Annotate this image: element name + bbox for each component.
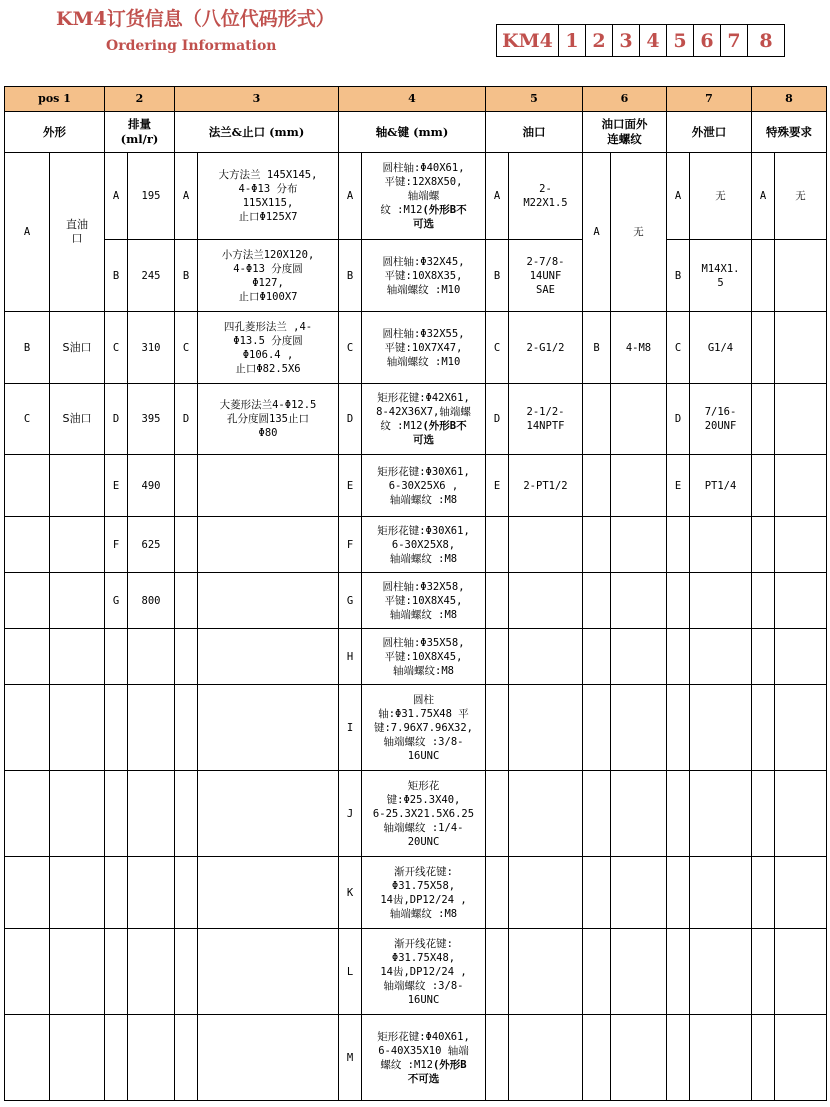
header-shape: 外形 bbox=[5, 112, 105, 153]
empty-cell bbox=[509, 685, 583, 771]
port-code: B bbox=[486, 240, 509, 312]
empty-cell bbox=[509, 517, 583, 573]
empty-cell bbox=[752, 312, 775, 384]
table-row bbox=[5, 771, 827, 857]
shape-code: A bbox=[5, 153, 50, 312]
empty-cell bbox=[486, 629, 509, 685]
empty-cell bbox=[611, 384, 667, 455]
displacement-code: A bbox=[105, 153, 128, 240]
empty-cell bbox=[752, 517, 775, 573]
shape-code: C bbox=[5, 384, 50, 455]
table-row bbox=[5, 685, 827, 771]
code-pos-6: 6 bbox=[693, 25, 720, 56]
shaft-code: C bbox=[339, 312, 362, 384]
flange-text: 大菱形法兰4-Φ12.5 孔分度圆135止口 Φ80 bbox=[198, 384, 339, 455]
empty-cell bbox=[667, 929, 690, 1015]
empty-cell bbox=[50, 685, 105, 771]
empty-cell bbox=[611, 929, 667, 1015]
shaft-note: (外形B不 可选 bbox=[413, 204, 467, 230]
empty-cell bbox=[198, 629, 339, 685]
empty-cell bbox=[486, 1015, 509, 1101]
displacement-code: C bbox=[105, 312, 128, 384]
empty-cell bbox=[105, 685, 128, 771]
table-row bbox=[5, 312, 827, 384]
flange-code: C bbox=[175, 312, 198, 384]
displacement-value: 800 bbox=[128, 573, 175, 629]
table-row bbox=[5, 384, 827, 455]
empty-cell bbox=[486, 771, 509, 857]
empty-cell bbox=[198, 517, 339, 573]
empty-cell bbox=[5, 771, 50, 857]
empty-cell bbox=[175, 685, 198, 771]
empty-cell bbox=[50, 857, 105, 929]
empty-cell bbox=[198, 1015, 339, 1101]
table-row bbox=[5, 455, 827, 517]
drain-code: E bbox=[667, 455, 690, 517]
empty-cell bbox=[198, 685, 339, 771]
empty-cell bbox=[486, 685, 509, 771]
empty-cell bbox=[611, 455, 667, 517]
code-pos-8: 8 bbox=[747, 25, 784, 56]
empty-cell bbox=[775, 857, 827, 929]
empty-cell bbox=[775, 573, 827, 629]
empty-cell bbox=[667, 573, 690, 629]
empty-cell bbox=[5, 857, 50, 929]
flange-code: B bbox=[175, 240, 198, 312]
empty-cell bbox=[50, 455, 105, 517]
code-pos-3: 3 bbox=[612, 25, 639, 56]
displacement-value: 395 bbox=[128, 384, 175, 455]
empty-cell bbox=[611, 573, 667, 629]
empty-cell bbox=[509, 629, 583, 685]
empty-cell bbox=[690, 771, 752, 857]
displacement-value: 490 bbox=[128, 455, 175, 517]
empty-cell bbox=[775, 771, 827, 857]
port-text: 2-7/8- 14UNF SAE bbox=[509, 240, 583, 312]
empty-cell bbox=[752, 685, 775, 771]
drain-text: 7/16- 20UNF bbox=[690, 384, 752, 455]
empty-cell bbox=[752, 240, 775, 312]
pos-header-6: 6 bbox=[583, 87, 667, 112]
shaft-text: 矩形花键:Φ42X61, 8-42X36X7,轴端螺 纹 :M12 bbox=[376, 392, 471, 432]
empty-cell bbox=[509, 857, 583, 929]
empty-cell bbox=[198, 455, 339, 517]
empty-cell bbox=[690, 929, 752, 1015]
table-row bbox=[5, 517, 827, 573]
empty-cell bbox=[775, 312, 827, 384]
code-pos-4: 4 bbox=[639, 25, 666, 56]
empty-cell bbox=[105, 857, 128, 929]
empty-cell bbox=[752, 455, 775, 517]
shaft-text: 矩形花 键:Φ25.3X40, 6-25.3X21.5X6.25 轴端螺纹 :1/4- 20UNC bbox=[362, 771, 486, 857]
shaft-code: A bbox=[339, 153, 362, 240]
empty-cell bbox=[175, 629, 198, 685]
drain-code: B bbox=[667, 240, 690, 312]
special-code: A bbox=[752, 153, 775, 240]
displacement-code: G bbox=[105, 573, 128, 629]
empty-cell bbox=[175, 929, 198, 1015]
empty-cell bbox=[105, 1015, 128, 1101]
shape-label: 直油 口 bbox=[50, 153, 105, 312]
shaft-code: B bbox=[339, 240, 362, 312]
drain-code: A bbox=[667, 153, 690, 240]
code-pos-1: 1 bbox=[558, 25, 585, 56]
empty-cell bbox=[583, 929, 611, 1015]
pos-header-1: pos 1 bbox=[5, 87, 105, 112]
table-row bbox=[5, 240, 827, 312]
displacement-value: 195 bbox=[128, 153, 175, 240]
port-thread-text: 无 bbox=[611, 153, 667, 312]
shaft-code: M bbox=[339, 1015, 362, 1101]
order-code-box bbox=[496, 24, 785, 57]
shaft-note: (外形B 不可选 bbox=[407, 1058, 467, 1085]
shaft-code: G bbox=[339, 573, 362, 629]
pos-header-7: 7 bbox=[667, 87, 752, 112]
port-text: 2-PT1/2 bbox=[509, 455, 583, 517]
shaft-text: 圆柱轴:Φ35X58, 平键:10X8X45, 轴端螺纹:M8 bbox=[362, 629, 486, 685]
drain-text: PT1/4 bbox=[690, 455, 752, 517]
header-port: 油口 bbox=[486, 112, 583, 153]
table-row bbox=[5, 153, 827, 240]
shape-label: S油口 bbox=[50, 384, 105, 455]
empty-cell bbox=[775, 1015, 827, 1101]
table-row bbox=[5, 929, 827, 1015]
empty-cell bbox=[175, 517, 198, 573]
shaft-text: 圆柱轴:Φ32X45, 平键:10X8X35, 轴端螺纹 :M10 bbox=[362, 240, 486, 312]
header-displacement: 排量 (ml/r) bbox=[105, 112, 175, 153]
flange-text: 四孔菱形法兰 ,4- Φ13.5 分度圆 Φ106.4 , 止口Φ82.5X6 bbox=[198, 312, 339, 384]
displacement-code: F bbox=[105, 517, 128, 573]
flange-text: 大方法兰 145X145, 4-Φ13 分布 115X115, 止口Φ125X7 bbox=[198, 153, 339, 240]
pos-header-8: 8 bbox=[752, 87, 827, 112]
empty-cell bbox=[611, 517, 667, 573]
shaft-code: I bbox=[339, 685, 362, 771]
empty-cell bbox=[690, 573, 752, 629]
empty-cell bbox=[105, 771, 128, 857]
shaft-text: 矩形花键:Φ30X61, 6-30X25X8, 轴端螺纹 :M8 bbox=[362, 517, 486, 573]
empty-cell bbox=[752, 857, 775, 929]
empty-cell bbox=[690, 517, 752, 573]
port-code: A bbox=[486, 153, 509, 240]
header-port-thread: 油口面外 连螺纹 bbox=[583, 112, 667, 153]
empty-cell bbox=[175, 573, 198, 629]
empty-cell bbox=[5, 929, 50, 1015]
shaft-code: E bbox=[339, 455, 362, 517]
empty-cell bbox=[775, 517, 827, 573]
shaft-code: H bbox=[339, 629, 362, 685]
empty-cell bbox=[509, 771, 583, 857]
table-row bbox=[5, 573, 827, 629]
code-pos-2: 2 bbox=[585, 25, 612, 56]
ordering-table bbox=[4, 86, 827, 1101]
port-thread-code: B bbox=[583, 312, 611, 384]
empty-cell bbox=[128, 629, 175, 685]
empty-cell bbox=[175, 1015, 198, 1101]
empty-cell bbox=[5, 517, 50, 573]
drain-text: 无 bbox=[690, 153, 752, 240]
port-text: 2-1/2- 14NPTF bbox=[509, 384, 583, 455]
empty-cell bbox=[5, 573, 50, 629]
empty-cell bbox=[175, 857, 198, 929]
drain-text: M14X1. 5 bbox=[690, 240, 752, 312]
empty-cell bbox=[752, 629, 775, 685]
page-title: KM4订货信息（八位代码形式） bbox=[56, 8, 335, 30]
empty-cell bbox=[128, 771, 175, 857]
shaft-text: 渐开线花键: Φ31.75X48, 14齿,DP12/24 , 轴端螺纹 :3/8- 16UNC bbox=[362, 929, 486, 1015]
shaft-code: K bbox=[339, 857, 362, 929]
empty-cell bbox=[690, 629, 752, 685]
shaft-text: 矩形花键:Φ40X61, 6-40X35X10 轴端 螺纹 :M12 bbox=[377, 1030, 470, 1071]
empty-cell bbox=[509, 1015, 583, 1101]
displacement-code: D bbox=[105, 384, 128, 455]
empty-cell bbox=[50, 573, 105, 629]
pos-header-2: 2 bbox=[105, 87, 175, 112]
empty-cell bbox=[775, 455, 827, 517]
empty-cell bbox=[583, 857, 611, 929]
shaft-note: (外形B不 可选 bbox=[413, 420, 467, 446]
empty-cell bbox=[175, 771, 198, 857]
shaft-cell bbox=[362, 384, 486, 455]
table-row bbox=[5, 857, 827, 929]
category-row bbox=[5, 112, 827, 153]
empty-cell bbox=[583, 384, 611, 455]
empty-cell bbox=[583, 1015, 611, 1101]
drain-code: C bbox=[667, 312, 690, 384]
empty-cell bbox=[5, 455, 50, 517]
drain-text: G1/4 bbox=[690, 312, 752, 384]
empty-cell bbox=[175, 455, 198, 517]
pos-header-5: 5 bbox=[486, 87, 583, 112]
empty-cell bbox=[667, 857, 690, 929]
shaft-cell bbox=[362, 153, 486, 240]
empty-cell bbox=[5, 629, 50, 685]
empty-cell bbox=[5, 1015, 50, 1101]
empty-cell bbox=[128, 857, 175, 929]
empty-cell bbox=[667, 685, 690, 771]
empty-cell bbox=[690, 857, 752, 929]
empty-cell bbox=[775, 384, 827, 455]
empty-cell bbox=[611, 857, 667, 929]
shaft-text: 圆柱轴:Φ32X55, 平键:10X7X47, 轴端螺纹 :M10 bbox=[362, 312, 486, 384]
shape-code: B bbox=[5, 312, 50, 384]
drain-code: D bbox=[667, 384, 690, 455]
empty-cell bbox=[50, 929, 105, 1015]
empty-cell bbox=[611, 771, 667, 857]
empty-cell bbox=[50, 771, 105, 857]
empty-cell bbox=[198, 771, 339, 857]
displacement-value: 625 bbox=[128, 517, 175, 573]
port-thread-code: A bbox=[583, 153, 611, 312]
empty-cell bbox=[486, 857, 509, 929]
pos-header-4: 4 bbox=[339, 87, 486, 112]
port-code: E bbox=[486, 455, 509, 517]
empty-cell bbox=[752, 771, 775, 857]
port-thread-text: 4-M8 bbox=[611, 312, 667, 384]
shaft-text: 圆柱轴:Φ32X58, 平键:10X8X45, 轴端螺纹 :M8 bbox=[362, 573, 486, 629]
empty-cell bbox=[752, 384, 775, 455]
empty-cell bbox=[583, 771, 611, 857]
header-flange: 法兰&止口 (mm) bbox=[175, 112, 339, 153]
code-pos-7: 7 bbox=[720, 25, 747, 56]
table-row bbox=[5, 1015, 827, 1101]
shaft-text: 圆柱 轴:Φ31.75X48 平 键:7.96X7.96X32, 轴端螺纹 :3/8- 16UNC bbox=[362, 685, 486, 771]
empty-cell bbox=[198, 573, 339, 629]
empty-cell bbox=[690, 1015, 752, 1101]
empty-cell bbox=[611, 1015, 667, 1101]
header-drain: 外泄口 bbox=[667, 112, 752, 153]
empty-cell bbox=[752, 929, 775, 1015]
empty-cell bbox=[105, 929, 128, 1015]
displacement-value: 310 bbox=[128, 312, 175, 384]
empty-cell bbox=[775, 240, 827, 312]
empty-cell bbox=[583, 685, 611, 771]
empty-cell bbox=[667, 771, 690, 857]
port-text: 2- M22X1.5 bbox=[509, 153, 583, 240]
empty-cell bbox=[583, 455, 611, 517]
flange-code: D bbox=[175, 384, 198, 455]
empty-cell bbox=[775, 929, 827, 1015]
empty-cell bbox=[50, 629, 105, 685]
table-row bbox=[5, 629, 827, 685]
special-text: 无 bbox=[775, 153, 827, 240]
shaft-text: 圆柱轴:Φ40X61, 平键:12X8X50, 轴端螺 纹 :M12 bbox=[380, 162, 465, 216]
shaft-code: L bbox=[339, 929, 362, 1015]
empty-cell bbox=[667, 517, 690, 573]
code-model: KM4 bbox=[502, 29, 553, 52]
empty-cell bbox=[775, 629, 827, 685]
empty-cell bbox=[752, 1015, 775, 1101]
empty-cell bbox=[50, 1015, 105, 1101]
flange-code: A bbox=[175, 153, 198, 240]
port-text: 2-G1/2 bbox=[509, 312, 583, 384]
displacement-code: E bbox=[105, 455, 128, 517]
empty-cell bbox=[583, 573, 611, 629]
empty-cell bbox=[50, 517, 105, 573]
code-pos-5: 5 bbox=[666, 25, 693, 56]
empty-cell bbox=[105, 629, 128, 685]
displacement-value: 245 bbox=[128, 240, 175, 312]
empty-cell bbox=[775, 685, 827, 771]
empty-cell bbox=[583, 517, 611, 573]
empty-cell bbox=[486, 517, 509, 573]
shaft-code: J bbox=[339, 771, 362, 857]
empty-cell bbox=[5, 685, 50, 771]
empty-cell bbox=[752, 573, 775, 629]
empty-cell bbox=[128, 1015, 175, 1101]
empty-cell bbox=[509, 573, 583, 629]
empty-cell bbox=[198, 857, 339, 929]
flange-text: 小方法兰120X120, 4-Φ13 分度圆 Φ127, 止口Φ100X7 bbox=[198, 240, 339, 312]
shaft-cell bbox=[362, 1015, 486, 1101]
empty-cell bbox=[690, 685, 752, 771]
pos-header-3: 3 bbox=[175, 87, 339, 112]
empty-cell bbox=[583, 629, 611, 685]
shaft-text: 矩形花键:Φ30X61, 6-30X25X6 , 轴端螺纹 :M8 bbox=[362, 455, 486, 517]
empty-cell bbox=[128, 685, 175, 771]
empty-cell bbox=[198, 929, 339, 1015]
header-special: 特殊要求 bbox=[752, 112, 827, 153]
position-row bbox=[5, 87, 827, 112]
empty-cell bbox=[509, 929, 583, 1015]
empty-cell bbox=[486, 573, 509, 629]
empty-cell bbox=[611, 629, 667, 685]
shape-label: S油口 bbox=[50, 312, 105, 384]
empty-cell bbox=[128, 929, 175, 1015]
shaft-code: F bbox=[339, 517, 362, 573]
shaft-code: D bbox=[339, 384, 362, 455]
empty-cell bbox=[667, 629, 690, 685]
header-shaft: 轴&键 (mm) bbox=[339, 112, 486, 153]
shaft-text: 渐开线花键: Φ31.75X58, 14齿,DP12/24 , 轴端螺纹 :M8 bbox=[362, 857, 486, 929]
port-code: D bbox=[486, 384, 509, 455]
empty-cell bbox=[486, 929, 509, 1015]
empty-cell bbox=[611, 685, 667, 771]
displacement-code: B bbox=[105, 240, 128, 312]
page-subtitle: Ordering Information bbox=[106, 38, 277, 54]
port-code: C bbox=[486, 312, 509, 384]
empty-cell bbox=[667, 1015, 690, 1101]
